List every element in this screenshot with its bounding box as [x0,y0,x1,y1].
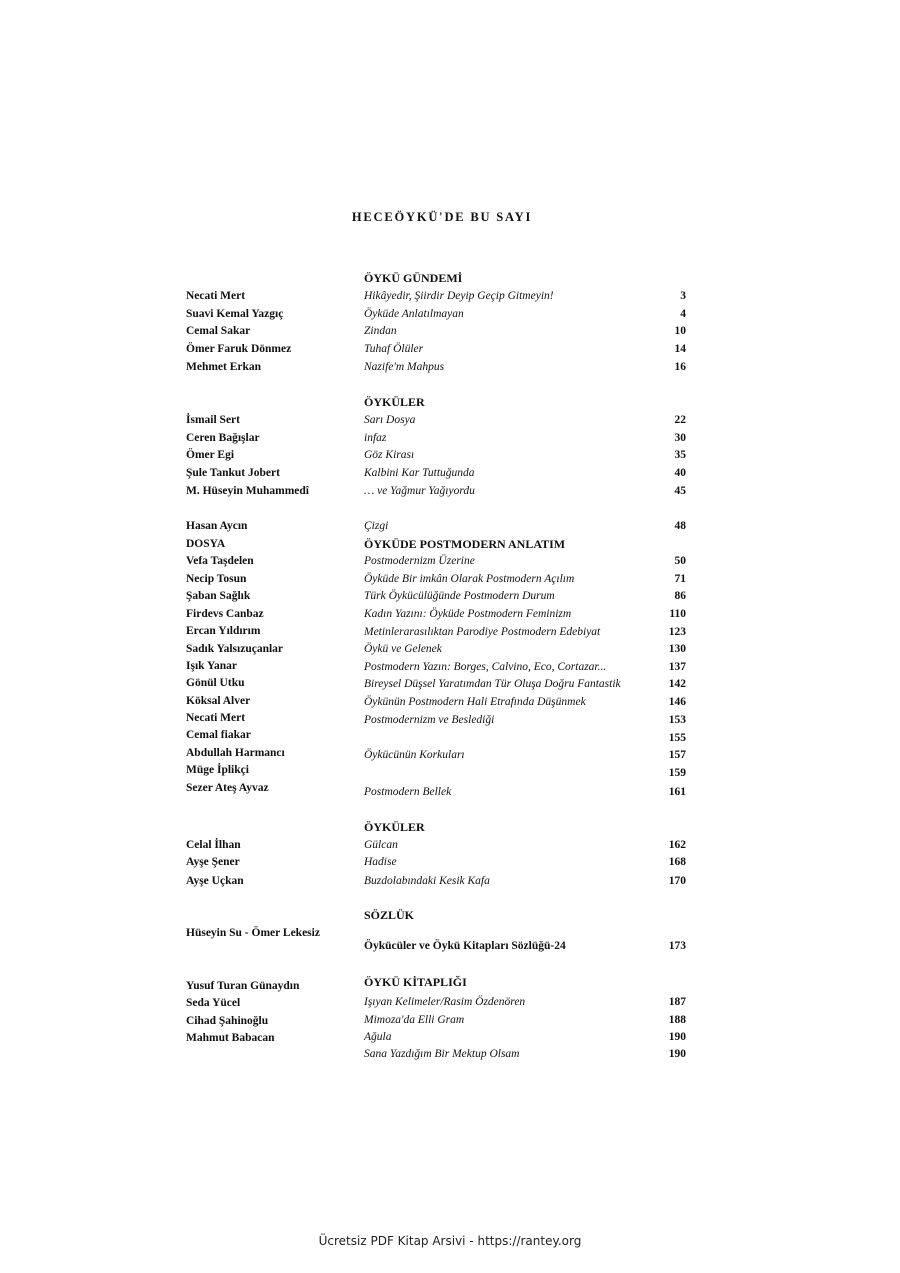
article-title: Göz Kirası [364,449,415,461]
footer-text: Ücretsiz PDF Kitap Arsivi - https://rantey.org [318,1234,582,1248]
author: Firdevs Canbaz [186,608,264,620]
article-title: Çizgi [364,520,389,532]
page-number: 86 [674,590,686,602]
article-title: Sarı Dosya [364,414,416,426]
page-number: 50 [674,555,686,567]
page-number: 14 [674,343,686,355]
page-number: 30 [674,432,686,444]
page-number: 190 [668,1048,686,1060]
page-number: 168 [668,856,686,868]
article-title: Öykücüler ve Öykü Kitapları Sözlüğü-24 [364,940,566,952]
page-number: 142 [668,678,686,690]
author: Ayşe Şener [186,856,240,868]
page-number: 4 [680,308,686,320]
article-title: Tuhaf Ölüler [364,343,424,355]
page-number: 48 [674,520,686,532]
author: Suavi Kemal Yazgıç [186,308,284,320]
author: Ayşe Uçkan [186,875,244,887]
page-number: 130 [668,643,686,655]
author: Sadık Yalsızuçanlar [186,643,284,655]
author: Şaban Sağlık [186,590,251,602]
article-title: Sana Yazdığım Bir Mektup Olsam [364,1048,520,1060]
page-number: 110 [669,608,686,620]
article-title: Mimoza'da Elli Gram [364,1014,465,1026]
page-number: 161 [668,786,686,798]
page-number: 3 [680,290,686,302]
article-title: Türk Öykücülüğünde Postmodern Durum [364,590,555,602]
article-title: Metinlerarasılıktan Parodiye Postmodern Edebiyat [364,626,601,638]
author: Mahmut Babacan [186,1032,275,1044]
page-number: 153 [668,714,686,726]
author: Ömer Egi [186,449,235,461]
page-number: 157 [668,749,686,761]
author: Necati Mert [186,712,246,724]
page-number: 187 [668,996,686,1008]
section-oykuler: ÖYKÜLER [364,395,425,409]
article-title: infaz [364,432,387,444]
page-number: 40 [674,467,686,479]
author: Gönül Utku [186,677,245,689]
author: DOSYA [186,538,226,550]
article-title: Gülcan [364,839,398,851]
page-number: 159 [668,767,686,779]
article-title: Postmodern Yazın: Borges, Calvino, Eco, Cortazar... [364,661,607,673]
author: Köksal Alver [186,695,251,707]
page-number: 162 [668,839,686,851]
article-title: Öykücünün Korkuları [364,749,465,761]
author: Celal İlhan [186,839,241,851]
article-title: Öykü ve Gelenek [364,643,442,655]
author: Işık Yanar [186,660,238,672]
article-title: Öykünün Postmodern Hali Etrafında Düşünmek [364,696,586,708]
article-title: … ve Yağmur Yağıyordu [364,485,475,497]
article-title: Öyküde Bir imkân Olarak Postmodern Açılım [364,573,575,585]
section-oyku-kitapligi: ÖYKÜ KİTAPLIĞI [364,975,467,989]
author: Şule Tankut Jobert [186,467,280,479]
section-dosya-title: ÖYKÜDE POSTMODERN ANLATIM [364,537,566,551]
page-number: 173 [668,940,686,952]
author: Cemal fiakar [186,729,251,741]
page-number: 146 [668,696,686,708]
page-number: 16 [674,361,686,373]
author: M. Hüseyin Muhammedî [186,485,309,497]
article-title: Hadise [364,856,397,868]
author: Necati Mert [186,290,246,302]
author: Hüseyin Su - Ömer Lekesiz [186,927,320,939]
author: Ömer Faruk Dönmez [186,343,292,355]
article-title: Postmodernizm Üzerine [364,555,475,567]
article-title: Zindan [364,325,397,337]
article-title: Buzdolabındaki Kesik Kafa [364,875,490,887]
section-oykuler-2: ÖYKÜLER [364,820,425,834]
author: İsmail Sert [186,414,240,426]
author: Yusuf Turan Günaydın [186,980,300,992]
author: Müge İplikçi [186,764,249,776]
article-title: Nazife'm Mahpus [364,361,445,373]
section-sozluk: SÖZLÜK [364,908,415,922]
article-title: Işıyan Kelimeler/Rasim Özdenören [364,996,526,1008]
page-number: 155 [668,732,686,744]
article-title: Bireysel Düşsel Yaratımdan Tür Oluşa Doğru Fantastik [364,678,621,690]
section-oyku-gundemi: ÖYKÜ GÜNDEMİ [364,271,463,285]
author: Ceren Bağışlar [186,432,260,444]
page-number: 22 [674,414,686,426]
page-number: 188 [668,1014,686,1026]
page-number: 137 [668,661,686,673]
author: Seda Yücel [186,997,241,1009]
author: Sezer Ateş Ayvaz [186,782,269,794]
article-title: Postmodern Bellek [364,786,452,798]
author: Hasan Aycın [186,520,248,532]
author: Necip Tosun [186,573,247,585]
page-number: 170 [668,875,686,887]
article-title: Kadın Yazını: Öyküde Postmodern Feminizm [364,608,572,620]
article-title: Hikâyedir, Şiirdir Deyip Geçip Gitmeyin! [364,290,554,302]
author: Abdullah Harmancı [186,747,285,759]
page-number: 35 [674,449,686,461]
author: Cemal Sakar [186,325,251,337]
author: Mehmet Erkan [186,361,262,373]
article-title: Ağula [364,1031,392,1043]
page-number: 123 [668,626,686,638]
article-title: Kalbini Kar Tuttuğunda [364,467,475,479]
page-number: 71 [674,573,686,585]
author: Ercan Yıldırım [186,625,261,637]
author: Cihad Şahinoğlu [186,1015,269,1027]
page-number: 10 [674,325,686,337]
article-title: Öyküde Anlatılmayan [364,308,464,320]
page-heading: HECEÖYKÜ'DE BU SAYI [351,210,533,224]
author: Vefa Taşdelen [186,555,254,567]
page-number: 190 [668,1031,686,1043]
article-title: Postmodernizm ve Beslediği [364,714,495,726]
page-number: 45 [674,485,686,497]
